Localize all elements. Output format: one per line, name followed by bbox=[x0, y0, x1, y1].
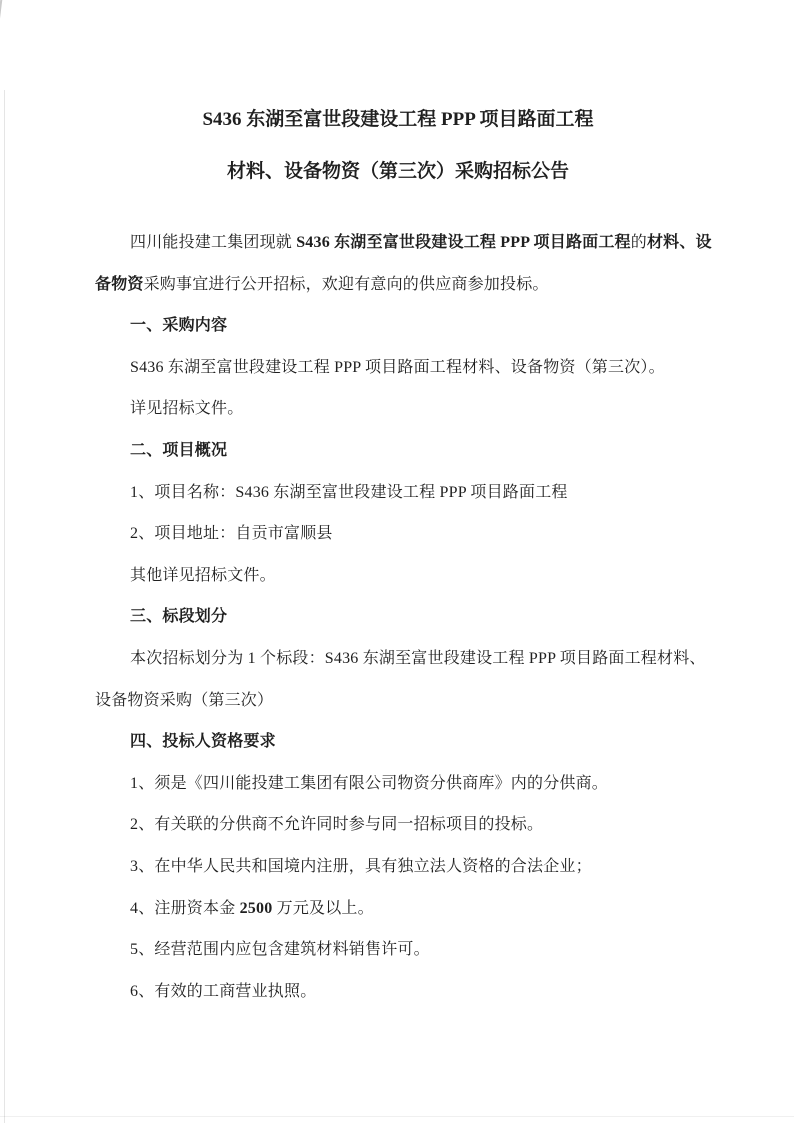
scan-corner-artifact bbox=[0, 0, 3, 97]
section-4-item-1: 1、须是《四川能投建工集团有限公司物资分供商库》内的分供商。 bbox=[130, 774, 609, 792]
section-3-line-1: 本次招标划分为 1 个标段：S436 东湖至富世段建设工程 PPP 项目路面工程材料、 bbox=[130, 649, 706, 667]
item-4-capital-amount: 2500 bbox=[239, 899, 273, 917]
section-4-heading: 四、投标人资格要求 bbox=[130, 733, 276, 751]
intro-connector: 的 bbox=[630, 234, 647, 251]
intro-tail: 采购事宜进行公开招标，欢迎有意向的供应商参加投标。 bbox=[143, 275, 549, 293]
document-title-line-1: S436 东湖至富世段建设工程 PPP 项目路面工程 bbox=[202, 109, 594, 130]
intro-paragraph-line-1 bbox=[95, 222, 712, 264]
section-4-item-5: 5、经营范围内应包含建筑材料销售许可。 bbox=[130, 941, 430, 959]
intro-paragraph-line-2 bbox=[95, 264, 701, 306]
section-4-item-3: 3、在中华人民共和国境内注册，具有独立法人资格的合法企业； bbox=[130, 857, 592, 875]
document-title-line-2: 材料、设备物资（第三次）采购招标公告 bbox=[226, 161, 569, 182]
section-2-note: 其他详见招标文件。 bbox=[130, 566, 276, 584]
intro-lead: 四川能投建工集团现就 bbox=[130, 234, 297, 251]
document-title bbox=[95, 94, 701, 198]
section-2-item-2: 2、项目地址：自贡市富顺县 bbox=[130, 525, 333, 543]
scan-bottom-edge-artifact bbox=[0, 1116, 794, 1117]
document-body bbox=[95, 222, 712, 1012]
section-1-line-2: 详见招标文件。 bbox=[130, 400, 244, 418]
section-4-item-2: 2、有关联的分供商不允许同时参与同一招标项目的投标。 bbox=[130, 816, 544, 834]
item-4-prefix: 4、注册资本金 bbox=[130, 899, 240, 917]
section-3-heading: 三、标段划分 bbox=[130, 608, 228, 626]
section-4-item-6: 6、有效的工商营业执照。 bbox=[130, 982, 317, 1000]
section-2-heading: 二、项目概况 bbox=[130, 441, 228, 459]
item-4-suffix: 万元及以上。 bbox=[272, 899, 374, 917]
section-1-line-1: S436 东湖至富世段建设工程 PPP 项目路面工程材料、设备物资（第三次）。 bbox=[130, 358, 665, 376]
section-2-item-1: 1、项目名称：S436 东湖至富世段建设工程 PPP 项目路面工程 bbox=[130, 483, 568, 501]
section-1-heading: 一、采购内容 bbox=[130, 317, 228, 335]
scan-left-edge-artifact bbox=[4, 90, 5, 1123]
intro-materials-part1: 材料、设 bbox=[646, 234, 712, 251]
intro-materials-part2: 备物资 bbox=[95, 275, 144, 293]
document-content bbox=[95, 0, 712, 1012]
intro-project-name: S436 东湖至富世段建设工程 PPP 项目路面工程 bbox=[296, 234, 631, 251]
section-4-item-4 bbox=[95, 888, 701, 930]
section-3-line-2: 设备物资采购（第三次） bbox=[95, 691, 274, 709]
